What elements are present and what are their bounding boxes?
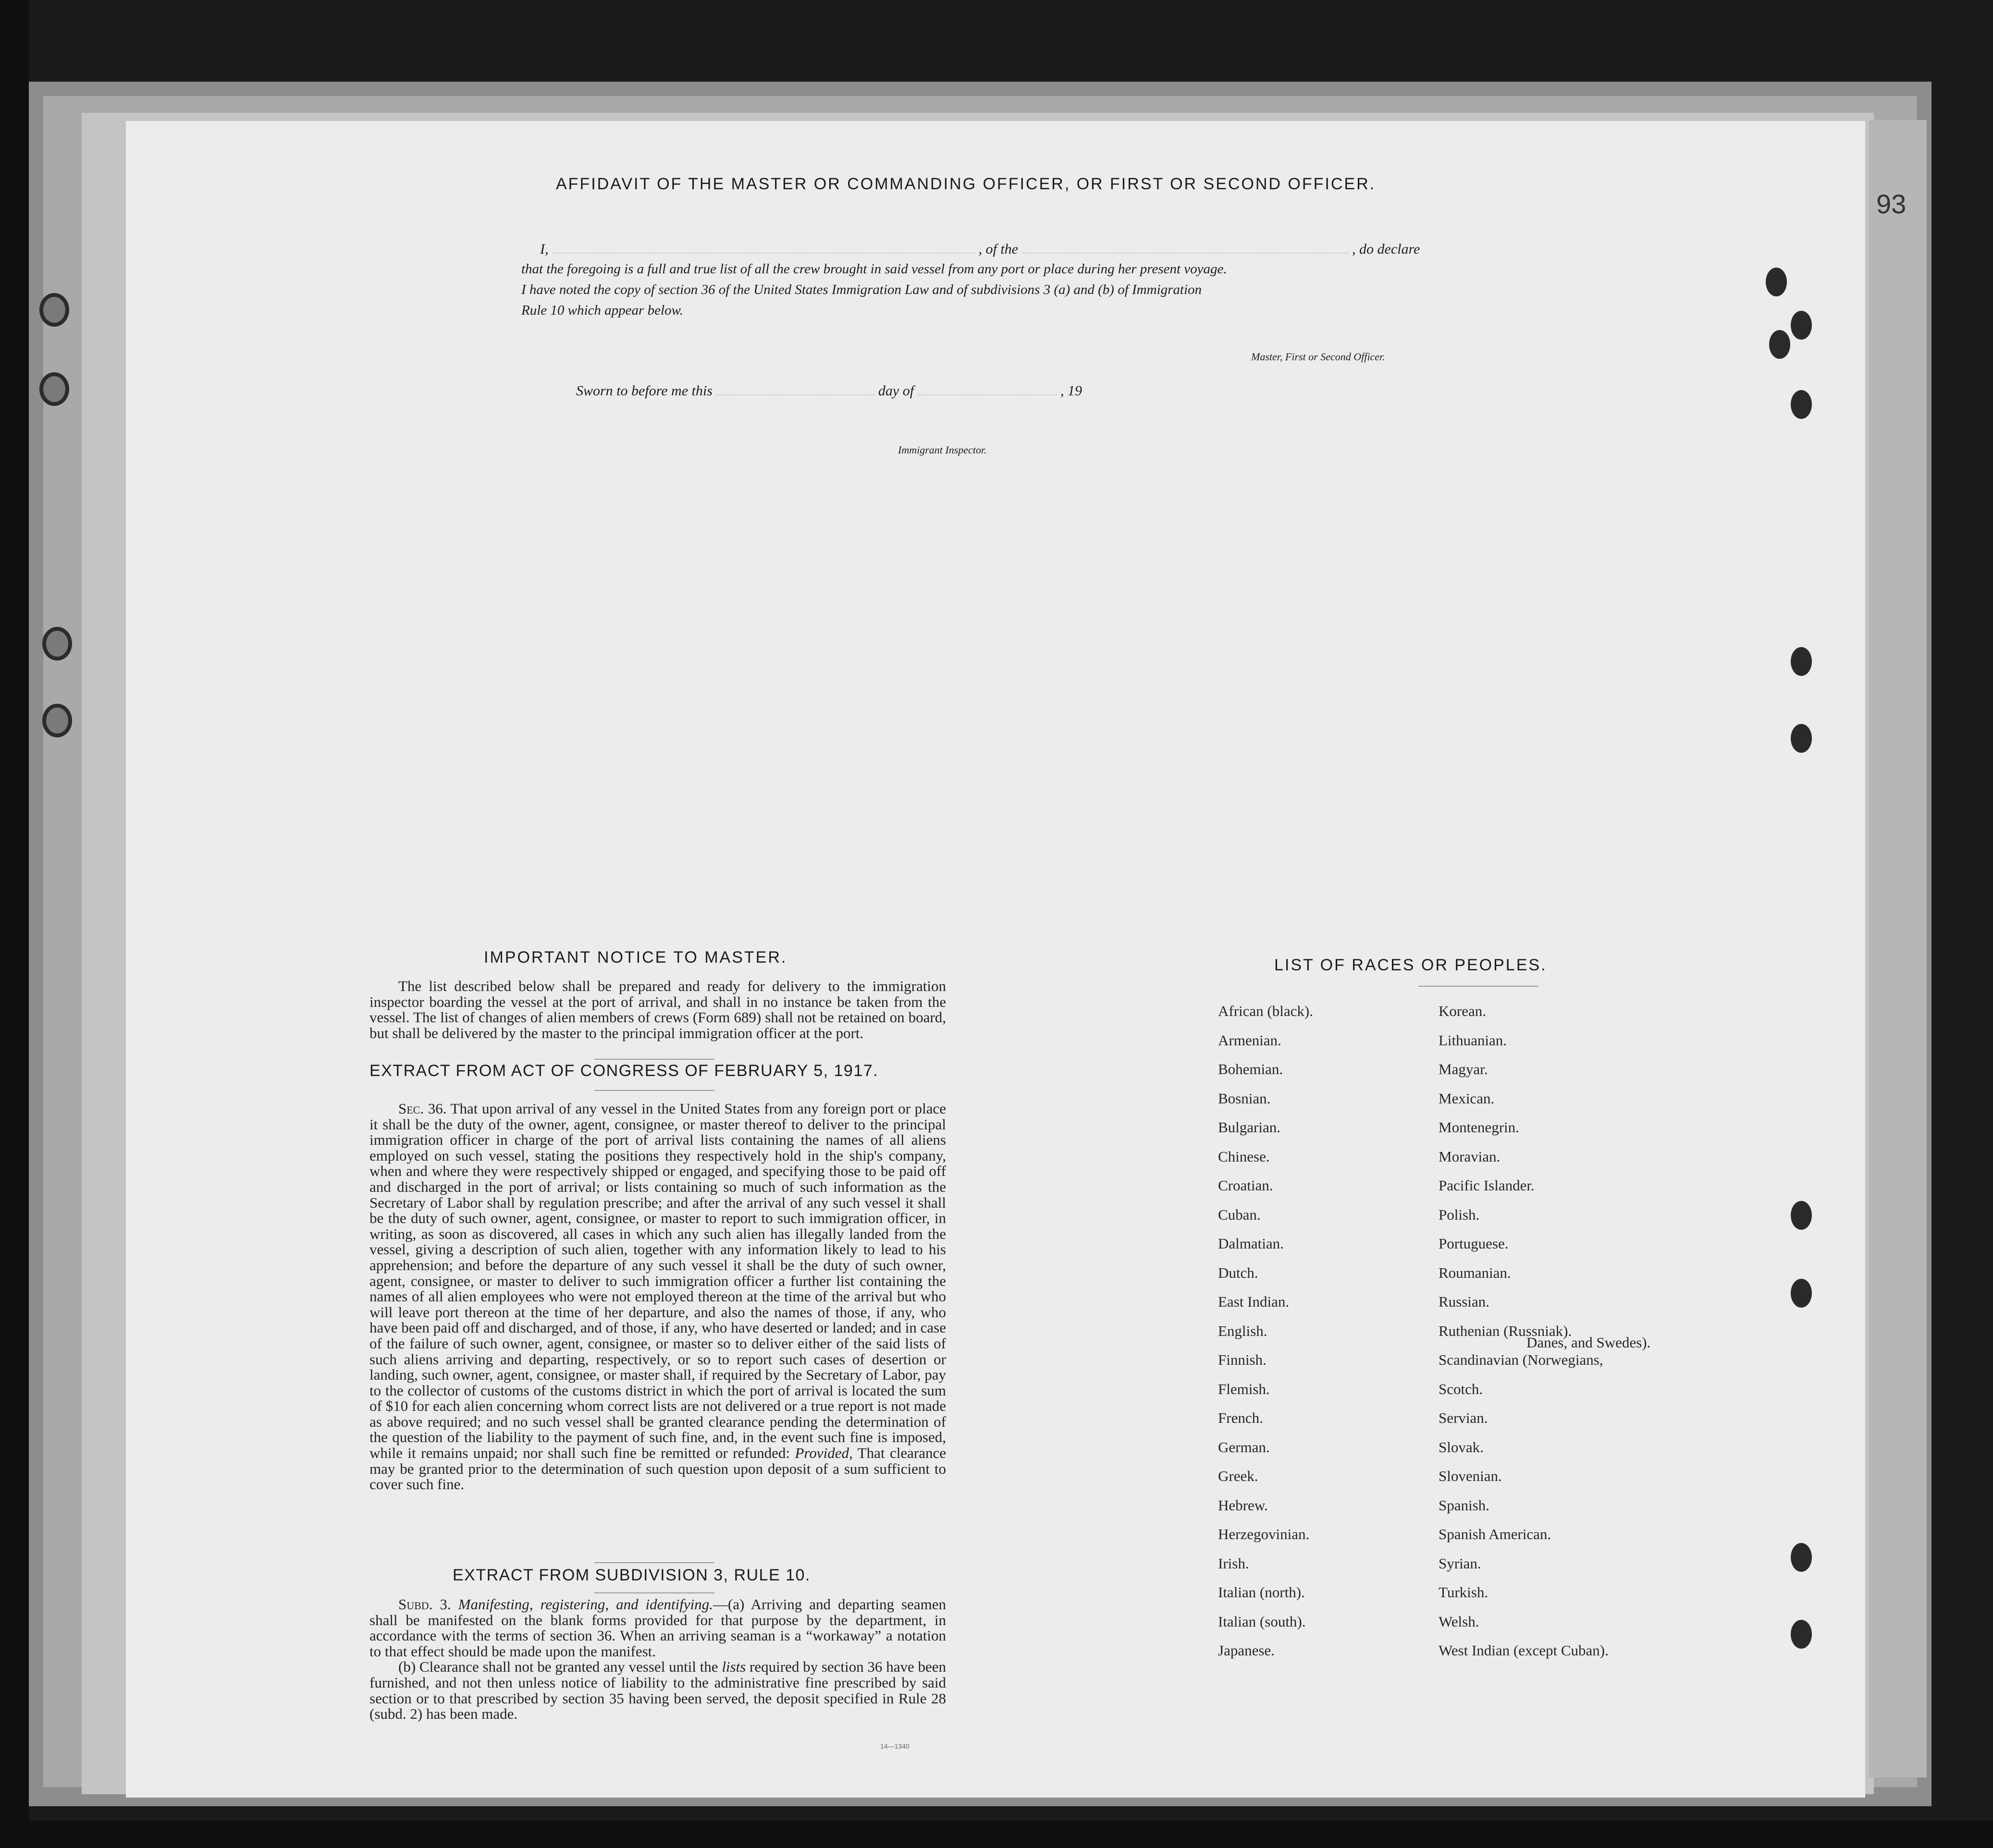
race-item: Herzegovinian.	[1218, 1526, 1310, 1542]
punch-hole	[1791, 1620, 1812, 1649]
binder-hole	[42, 704, 72, 737]
notice-title: IMPORTANT NOTICE TO MASTER.	[484, 948, 787, 967]
punch-hole	[1791, 311, 1812, 340]
divider	[1418, 986, 1538, 987]
race-item: Mexican.	[1439, 1089, 1495, 1107]
race-item: Syrian.	[1439, 1554, 1481, 1572]
race-item: Greek.	[1218, 1468, 1258, 1484]
subd-para-b-end: required by section 36 have been furnished, and not then unless notice of liability to the administrative fine prescribed by said section or to that prescribed by section 35 having been served, the deposit specified in Rule 28 (subd. 2) has been made.	[369, 1658, 946, 1723]
race-item: Turkish.	[1439, 1584, 1489, 1601]
race-item: Chinese.	[1218, 1148, 1270, 1165]
affidavit-declare: , do declare	[1352, 241, 1420, 257]
page-number: 93	[1876, 189, 1907, 219]
race-item: African (black).	[1218, 1003, 1313, 1019]
race-item: Italian (south).	[1218, 1613, 1306, 1630]
race-item: Slovak.	[1439, 1438, 1484, 1456]
signature-label: Master, First or Second Officer.	[1251, 351, 1385, 363]
race-item: East Indian.	[1218, 1293, 1290, 1310]
race-item: Italian (north).	[1218, 1584, 1305, 1601]
act-paragraph	[369, 1101, 946, 1493]
binder-hole	[39, 372, 69, 406]
race-item: Ruthenian (Russniak).	[1439, 1322, 1572, 1339]
punch-hole	[1791, 1543, 1812, 1572]
race-item: Moravian.	[1439, 1148, 1501, 1165]
notice-text	[369, 979, 946, 1041]
race-item: English.	[1218, 1322, 1267, 1339]
act-text	[369, 1101, 946, 1493]
inspector-label: Immigrant Inspector.	[898, 444, 987, 456]
race-item: Hebrew.	[1218, 1496, 1268, 1514]
punch-hole	[1769, 330, 1790, 359]
notice-paragraph: The list described below shall be prepared and ready for delivery to the immigration inspector boarding the vessel at the port of arrival, and shall in no instance be taken from the vessel. The list of changes of alien members of crews (Form 689) shall not be retained on board, but shall be delivered by the master to the principal immigration officer at the port.	[369, 978, 946, 1041]
divider	[594, 1090, 714, 1091]
affidavit-line-3: I have noted the copy of section 36 of the United States Immigration Law and of subdivisions 3 (a) and (b) of Immigration	[521, 282, 1202, 297]
race-item: Dutch.	[1218, 1264, 1258, 1281]
sworn-day-of: day of	[878, 383, 914, 399]
punch-hole	[1791, 1201, 1812, 1230]
divider	[594, 1059, 714, 1060]
race-item: French.	[1218, 1409, 1263, 1426]
sworn-prefix: Sworn to before me this	[576, 383, 713, 399]
race-item: Spanish American.	[1439, 1526, 1551, 1542]
binder-hole	[42, 627, 72, 661]
act-title: EXTRACT FROM ACT OF CONGRESS OF FEBRUARY 5, 1917.	[369, 1062, 879, 1080]
day-blank	[716, 390, 874, 395]
month-blank	[918, 390, 1057, 395]
binding-shadow	[0, 0, 29, 1848]
punch-hole	[1766, 268, 1787, 296]
section-label: Sec. 36.	[398, 1100, 447, 1117]
race-item: Roumanian.	[1439, 1264, 1511, 1281]
race-item: Scotch.	[1439, 1380, 1483, 1397]
race-item: Bohemian.	[1218, 1061, 1283, 1077]
scan-border	[0, 1821, 1993, 1848]
race-item: Irish.	[1218, 1554, 1249, 1572]
race-item: Servian.	[1439, 1409, 1488, 1426]
race-item: Korean.	[1439, 1003, 1486, 1019]
sworn-line	[576, 383, 1082, 399]
affidavit-of-the: , of the	[978, 241, 1018, 257]
document-page	[126, 121, 1865, 1798]
race-item: Welsh.	[1439, 1613, 1479, 1630]
race-item: Dalmatian.	[1218, 1235, 1284, 1252]
race-item: Flemish.	[1218, 1380, 1270, 1397]
race-item: Lithuanian.	[1439, 1031, 1507, 1049]
race-item: Spanish.	[1439, 1496, 1489, 1514]
race-item: Montenegrin.	[1439, 1119, 1519, 1136]
provided-word: Provided,	[795, 1444, 853, 1462]
subd-para-a: —(a) Arriving and departing seamen shall be manifested on the blank forms provided for that purpose by the department, in accordance with the terms of section 36. When an arriving seaman is a “workaway” a notation to that effect should be made upon the manifest.	[369, 1596, 946, 1660]
divider	[594, 1592, 714, 1593]
races-title: LIST OF RACES OR PEOPLES.	[1274, 956, 1547, 974]
punch-hole	[1791, 1279, 1812, 1308]
subd-heading: Manifesting, registering, and identifying.	[458, 1596, 713, 1613]
rule-paragraph-a	[369, 1597, 946, 1659]
sworn-year: , 19	[1060, 383, 1083, 399]
race-item: Japanese.	[1218, 1642, 1275, 1659]
race-item: Portuguese.	[1439, 1235, 1509, 1252]
binder-hole	[39, 293, 69, 327]
affidavit-i: I,	[540, 241, 549, 257]
race-item: Cuban.	[1218, 1206, 1261, 1223]
race-item: Russian.	[1439, 1293, 1489, 1310]
race-item: German.	[1218, 1438, 1270, 1456]
name-blank	[552, 248, 975, 254]
rule-text	[369, 1597, 946, 1722]
rule-paragraph-b	[369, 1659, 946, 1722]
punch-hole	[1791, 647, 1812, 676]
act-body-end: That clearance may be granted prior to the determination of such question upon deposit of a sum sufficient to cover such fine.	[369, 1444, 947, 1493]
race-item: Armenian.	[1218, 1031, 1281, 1049]
rule-title: EXTRACT FROM SUBDIVISION 3, RULE 10.	[453, 1566, 811, 1584]
page-edge	[1869, 120, 1927, 1777]
race-item: Bosnian.	[1218, 1089, 1271, 1107]
subd-label: Subd. 3.	[398, 1596, 451, 1613]
race-item: Scandinavian (Norwegians,	[1439, 1351, 1603, 1368]
race-item: Croatian.	[1218, 1177, 1273, 1194]
affidavit-line-2: that the foregoing is a full and true list of all the crew brought in said vessel from any port or place during her present voyage.	[521, 261, 1227, 277]
subd-para-b-start: (b) Clearance shall not be granted any vessel until the	[398, 1658, 718, 1676]
race-item: Pacific Islander.	[1439, 1177, 1535, 1194]
divider	[594, 1562, 714, 1563]
vessel-blank	[1022, 248, 1349, 254]
affidavit-line-1	[540, 241, 1420, 257]
race-item: Polish.	[1439, 1206, 1480, 1223]
race-item: Magyar.	[1439, 1061, 1488, 1077]
act-body: That upon arrival of any vessel in the United States from any foreign port or place it shall be the duty of the owner, agent, consignee, or master thereof to deliver to the principal immigration officer in charge of the port of arrival lists containing the names of all aliens employed on such vessel, stating the positions they respectively hold in the ship's company, when and where they were respectively shipped or engaged, and specifying those to be paid off and discharged in the port of arrival; or lists containing so much of such information as the Secretary of Labor shall by regulation prescribe; and after the arrival of any such vessel it shall be the duty of such owner, agent, consignee, or master to report to such immigration officer, in writing, as soon as discovered, all cases in which any such alien has illegally landed from the vessel, giving a description of such alien, together with any information likely to lead to his apprehension; and before the departure of any such vessel it shall be the duty of such owner, agent, consignee, or master to deliver to such immigration officer a further list containing the names of all alien employees who were not employed thereon at the time of the arrival but who will leave port thereon at the time of her departure, and also the names of those, if any, who have been paid off and discharged, and of those, if any, who have deserted or landed; and in case of the failure of such owner, agent, consignee, or master so to deliver either of the said lists of such aliens arriving and departing, respectively, or so to report such cases of desertion or landing, such owner, agent, consignee, or master shall, if required by the Secretary of Labor, pay to the collector of customs of the customs district in which the port of arrival is located the sum of $10 for each alien concerning whom correct lists are not delivered or a true report is not made as above required; and no such vessel shall be granted clearance pending the determination of the question of the liability to the payment of such fine, and, in the event such fine is imposed, while it remains unpaid; nor shall such fine be remitted or refunded:	[369, 1100, 946, 1462]
race-item: Bulgarian.	[1218, 1119, 1280, 1136]
race-item: West Indian (except Cuban).	[1439, 1642, 1609, 1659]
race-item: Slovenian.	[1439, 1468, 1502, 1484]
affidavit-title: AFFIDAVIT OF THE MASTER OR COMMANDING OFFICER, OR FIRST OR SECOND OFFICER.	[556, 175, 1376, 193]
punch-hole	[1791, 390, 1812, 419]
race-item: Finnish.	[1218, 1351, 1267, 1368]
punch-hole	[1791, 724, 1812, 753]
lists-word: lists	[722, 1658, 746, 1676]
race-continuation: Danes, and Swedes).	[1526, 1334, 1651, 1351]
form-code: 14—1340	[880, 1742, 910, 1750]
affidavit-line-4: Rule 10 which appear below.	[521, 303, 683, 318]
